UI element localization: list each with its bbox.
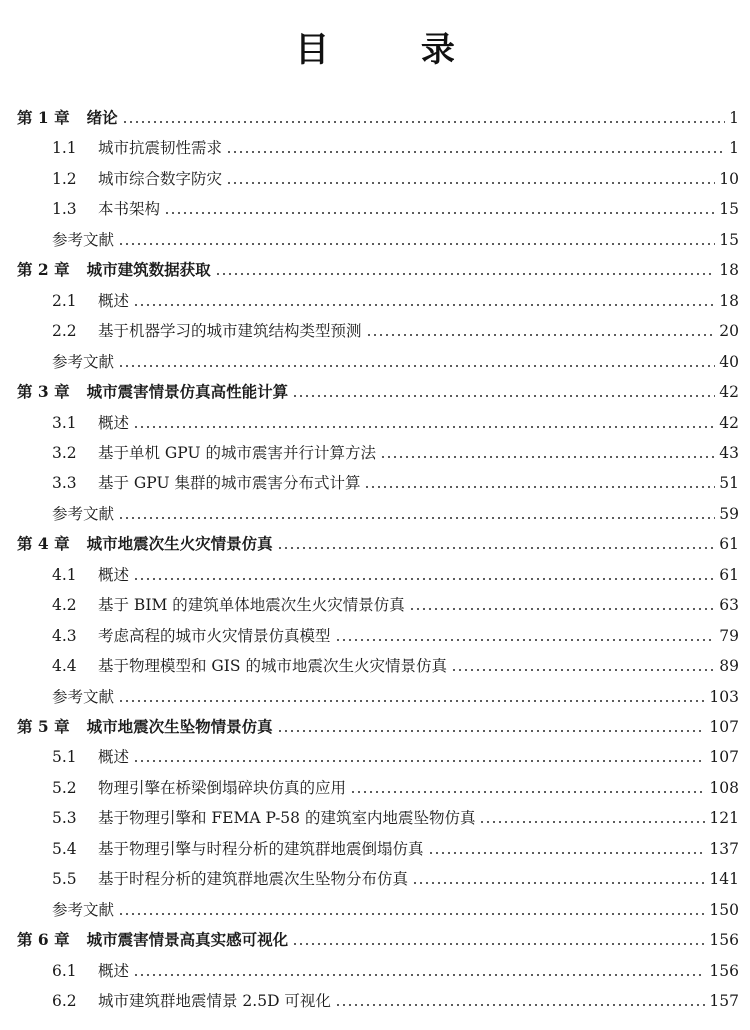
entry-number: 第 3 章 — [17, 382, 70, 402]
toc-section-entry[interactable] — [52, 315, 739, 341]
entry-number: 5.5 — [52, 870, 77, 889]
dot-leader — [133, 578, 715, 580]
toc-section-entry[interactable] — [52, 772, 739, 798]
entry-title: 基于物理模型和 GIS 的城市地震次生火灾情景仿真 — [98, 657, 447, 676]
toc-section-entry[interactable] — [52, 589, 739, 615]
entry-page-number: 157 — [709, 992, 739, 1011]
toc-chapter-entry[interactable] — [17, 528, 739, 554]
entry-title: 概述 — [98, 748, 130, 767]
toc-references-entry[interactable] — [52, 498, 739, 524]
entry-page-number: 20 — [719, 322, 739, 341]
dot-leader — [277, 730, 706, 732]
dot-leader — [118, 243, 715, 245]
entry-page-number: 156 — [709, 931, 739, 950]
entry-title: 基于 BIM 的建筑单体地震次生火灾情景仿真 — [98, 596, 405, 615]
toc-section-entry[interactable] — [52, 559, 739, 585]
entry-number: 5.4 — [52, 839, 77, 858]
toc-references-entry[interactable] — [52, 894, 739, 920]
dot-leader — [226, 151, 725, 153]
entry-page-number: 156 — [709, 961, 739, 980]
toc-references-entry[interactable] — [52, 346, 739, 372]
entry-page-number: 42 — [719, 413, 739, 432]
toc-chapter-entry[interactable] — [17, 711, 739, 737]
dot-leader — [122, 121, 726, 123]
entry-number: 5.2 — [52, 778, 77, 797]
toc-chapter-entry[interactable] — [17, 376, 739, 402]
entry-title: 绪论 — [86, 108, 118, 127]
entry-title: 基于物理引擎与时程分析的建筑群地震倒塌仿真 — [98, 839, 424, 858]
entry-page-number: 43 — [719, 443, 739, 462]
dot-leader — [133, 304, 715, 306]
toc-section-entry[interactable] — [52, 863, 739, 889]
dot-leader — [479, 821, 705, 823]
dot-leader — [118, 913, 705, 915]
entry-title: 基于物理引擎和 FEMA P-58 的建筑室内地震坠物仿真 — [98, 809, 476, 828]
entry-number: 第 2 章 — [17, 260, 70, 280]
entry-page-number: 150 — [709, 900, 739, 919]
toc-section-entry[interactable] — [52, 955, 739, 981]
entry-number: 5.1 — [52, 748, 77, 767]
entry-title: 参考文献 — [52, 687, 115, 706]
entry-title: 城市建筑群地震情景 2.5D 可视化 — [98, 992, 331, 1011]
entry-page-number: 108 — [709, 778, 739, 797]
entry-page-number: 1 — [729, 139, 739, 158]
toc-section-entry[interactable] — [52, 467, 739, 493]
toc-chapter-entry[interactable] — [17, 924, 739, 950]
entry-page-number: 40 — [719, 352, 739, 371]
dot-leader — [350, 791, 705, 793]
dot-leader — [133, 974, 705, 976]
dot-leader — [428, 852, 706, 854]
entry-number: 4.2 — [52, 596, 77, 615]
entry-title: 基于单机 GPU 的城市震害并行计算方法 — [98, 443, 376, 462]
dot-leader — [133, 426, 715, 428]
entry-page-number: 141 — [709, 870, 739, 889]
entry-title: 城市震害情景高真实感可视化 — [86, 930, 289, 950]
entry-title: 城市地震次生火灾情景仿真 — [86, 534, 273, 554]
page-title: 目 录 — [295, 30, 495, 70]
entry-page-number: 15 — [719, 230, 739, 249]
entry-number: 1.1 — [52, 139, 77, 158]
entry-number: 1.3 — [52, 200, 77, 219]
entry-title: 参考文献 — [52, 352, 115, 371]
toc-section-entry[interactable] — [52, 407, 739, 433]
entry-title: 参考文献 — [52, 504, 115, 523]
dot-leader — [226, 182, 715, 184]
entry-title: 城市抗震韧性需求 — [98, 139, 223, 158]
toc-section-entry[interactable] — [52, 437, 739, 463]
dot-leader — [118, 365, 715, 367]
entry-number: 4.1 — [52, 565, 77, 584]
entry-page-number: 1 — [729, 109, 739, 127]
entry-page-number: 18 — [719, 261, 739, 280]
entry-number: 第 5 章 — [17, 717, 70, 736]
entry-page-number: 79 — [719, 626, 739, 645]
entry-page-number: 107 — [709, 748, 739, 767]
entry-number: 2.2 — [52, 322, 77, 341]
entry-number: 4.4 — [52, 657, 77, 676]
dot-leader — [409, 608, 716, 610]
dot-leader — [292, 395, 715, 397]
entry-title: 考虑高程的城市火灾情景仿真模型 — [98, 626, 331, 645]
toc-section-entry[interactable] — [52, 132, 739, 158]
entry-number: 3.1 — [52, 413, 77, 432]
toc-section-entry[interactable] — [52, 741, 739, 767]
dot-leader — [366, 334, 716, 336]
entry-page-number: 63 — [719, 596, 739, 615]
entry-title: 城市建筑数据获取 — [86, 260, 211, 280]
toc-references-entry[interactable] — [52, 681, 739, 707]
dot-leader — [118, 700, 705, 702]
entry-title: 概述 — [98, 413, 130, 432]
entry-title: 基于 GPU 集群的城市震害分布式计算 — [98, 474, 361, 493]
entry-number: 3.2 — [52, 443, 77, 462]
entry-number: 3.3 — [52, 474, 77, 493]
entry-title: 本书架构 — [98, 200, 161, 219]
dot-leader — [133, 760, 705, 762]
toc-section-entry[interactable] — [52, 163, 739, 189]
entry-title: 概述 — [98, 961, 130, 980]
entry-page-number: 121 — [709, 809, 739, 828]
toc-section-entry[interactable] — [52, 833, 739, 859]
dot-leader — [451, 669, 715, 671]
entry-page-number: 15 — [719, 200, 739, 219]
entry-title: 参考文献 — [52, 900, 115, 919]
toc-references-entry[interactable] — [52, 224, 739, 250]
dot-leader — [215, 273, 716, 275]
toc-section-entry[interactable] — [52, 620, 739, 646]
entry-page-number: 42 — [719, 383, 739, 402]
entry-title: 概述 — [98, 565, 130, 584]
entry-number: 1.2 — [52, 169, 77, 188]
entry-title: 城市震害情景仿真高性能计算 — [86, 382, 289, 402]
entry-number: 5.3 — [52, 809, 77, 828]
dot-leader — [277, 547, 716, 549]
entry-page-number: 61 — [719, 535, 739, 554]
toc-section-entry[interactable] — [52, 802, 739, 828]
entry-number: 第 6 章 — [17, 930, 70, 950]
entry-title: 参考文献 — [52, 230, 115, 249]
entry-page-number: 103 — [709, 687, 739, 706]
dot-leader — [335, 639, 716, 641]
dot-leader — [164, 212, 715, 214]
dot-leader — [292, 943, 705, 945]
entry-number: 第 4 章 — [17, 534, 70, 554]
toc-chapter-entry[interactable] — [17, 102, 739, 128]
entry-number: 2.1 — [52, 291, 77, 310]
entry-page-number: 137 — [709, 839, 739, 858]
entry-page-number: 10 — [719, 169, 739, 188]
entry-page-number: 18 — [719, 291, 739, 310]
entry-page-number: 51 — [719, 474, 739, 493]
entry-title: 城市地震次生坠物情景仿真 — [86, 717, 273, 736]
entry-title: 概述 — [98, 291, 130, 310]
entry-number: 第 1 章 — [17, 108, 70, 127]
entry-title: 基于机器学习的城市建筑结构类型预测 — [98, 322, 362, 341]
dot-leader — [380, 456, 715, 458]
dot-leader — [118, 517, 715, 519]
entry-title: 物理引擎在桥梁倒塌碎块仿真的应用 — [98, 778, 347, 797]
entry-number: 6.1 — [52, 961, 77, 980]
entry-page-number: 107 — [709, 718, 739, 736]
toc-section-entry[interactable] — [52, 285, 739, 311]
dot-leader — [335, 1004, 705, 1006]
entry-title: 基于时程分析的建筑群地震次生坠物分布仿真 — [98, 870, 409, 889]
toc-section-entry[interactable] — [52, 193, 739, 219]
entry-page-number: 59 — [719, 504, 739, 523]
toc-section-entry[interactable] — [52, 650, 739, 676]
dot-leader — [364, 486, 715, 488]
entry-number: 6.2 — [52, 992, 77, 1011]
entry-page-number: 89 — [719, 657, 739, 676]
toc-section-entry[interactable] — [52, 985, 739, 1011]
toc-chapter-entry[interactable] — [17, 254, 739, 280]
entry-title: 城市综合数字防灾 — [98, 169, 223, 188]
dot-leader — [412, 882, 705, 884]
entry-number: 4.3 — [52, 626, 77, 645]
entry-page-number: 61 — [719, 565, 739, 584]
